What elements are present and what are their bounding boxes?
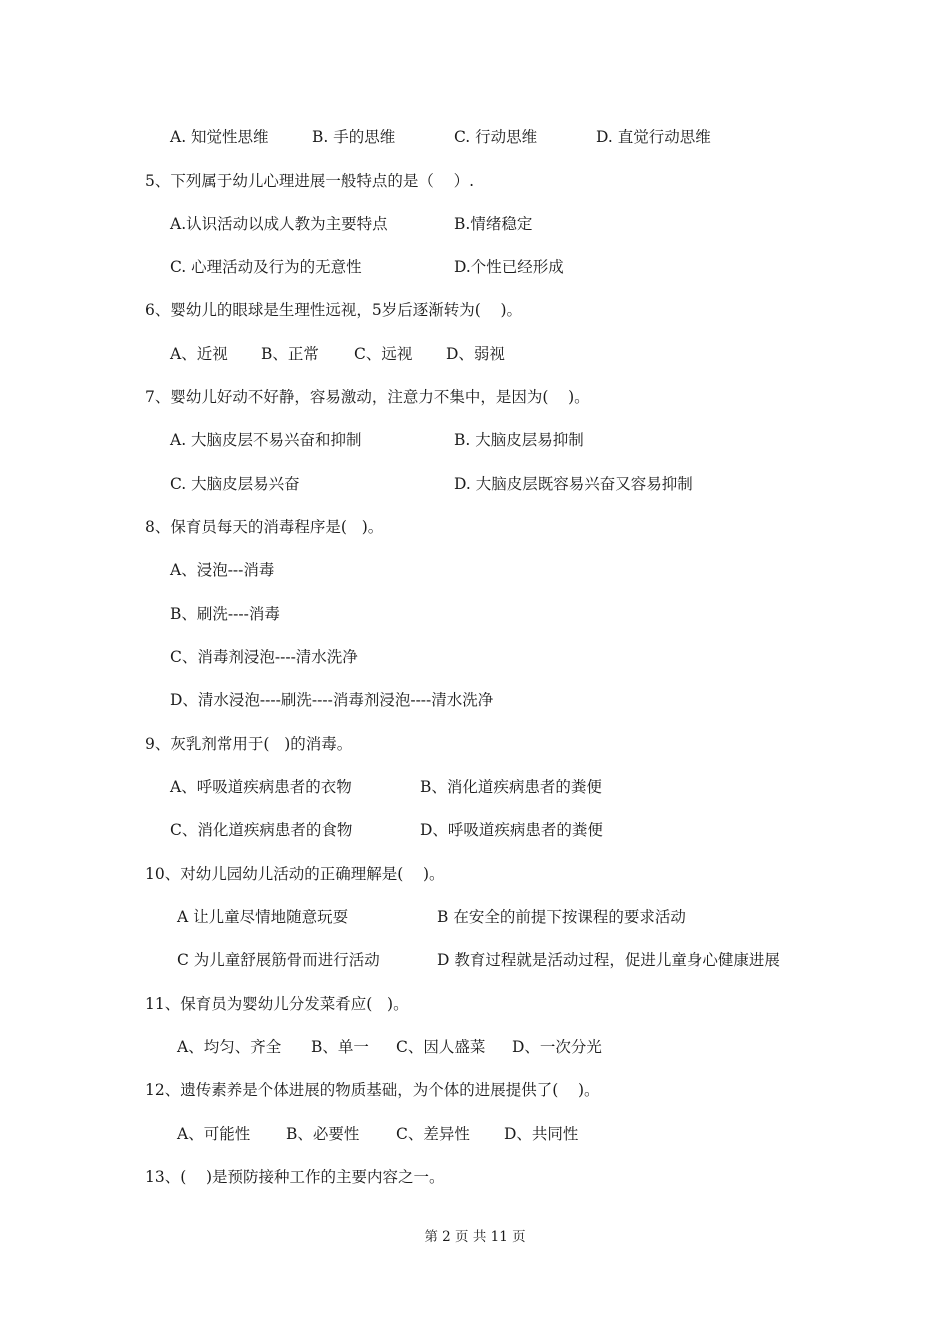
q10-option-c: C 为儿童舒展筋骨而进行活动 — [177, 951, 380, 969]
q10-stem: 10、对幼儿园幼儿活动的正确理解是( )。 — [145, 865, 445, 883]
q9-option-b: B、消化道疾病患者的粪便 — [420, 778, 602, 796]
q5-option-b: B.情绪稳定 — [454, 215, 533, 233]
q12-stem: 12、遗传素养是个体进展的物质基础，为个体的进展提供了( )。 — [145, 1081, 600, 1099]
q6-option-b: B、正常 — [261, 345, 319, 363]
q4-option-b: B. 手的思维 — [312, 128, 396, 146]
q12-option-b: B、必要性 — [286, 1125, 360, 1143]
q10-option-b: B 在安全的前提下按课程的要求活动 — [437, 908, 686, 926]
q9-option-a: A、呼吸道疾病患者的衣物 — [170, 778, 352, 796]
q11-option-a: A、均匀、齐全 — [177, 1038, 282, 1056]
q8-stem: 8、保育员每天的消毒程序是( )。 — [145, 518, 384, 536]
q9-stem: 9、灰乳剂常用于( )的消毒。 — [145, 735, 353, 753]
q11-stem: 11、保育员为婴幼儿分发菜肴应( )。 — [145, 995, 409, 1013]
q11-option-c: C、因人盛菜 — [396, 1038, 486, 1056]
q13-stem: 13、( )是预防接种工作的主要内容之一。 — [145, 1168, 445, 1186]
q6-stem: 6、婴幼儿的眼球是生理性远视，5岁后逐渐转为( )。 — [145, 301, 523, 319]
q8-option-b: B、刷洗----消毒 — [170, 605, 280, 623]
q9-option-c: C、消化道疾病患者的食物 — [170, 821, 353, 839]
q6-option-c: C、远视 — [354, 345, 413, 363]
q5-option-a: A.认识活动以成人教为主要特点 — [170, 215, 388, 233]
q6-option-d: D、弱视 — [446, 345, 505, 363]
q12-option-c: C、差异性 — [396, 1125, 470, 1143]
q9-option-d: D、呼吸道疾病患者的粪便 — [420, 821, 603, 839]
q6-option-a: A、近视 — [170, 345, 228, 363]
q7-option-c: C. 大脑皮层易兴奋 — [170, 475, 300, 493]
q5-option-d: D.个性已经形成 — [454, 258, 564, 276]
q8-option-a: A、浸泡---消毒 — [170, 561, 275, 579]
q7-option-d: D. 大脑皮层既容易兴奋又容易抑制 — [454, 475, 693, 493]
q10-option-d: D 教育过程就是活动过程，促进儿童身心健康进展 — [437, 951, 780, 969]
q12-option-a: A、可能性 — [177, 1125, 251, 1143]
q7-stem: 7、婴幼儿好动不好静，容易激动，注意力不集中，是因为( )。 — [145, 388, 590, 406]
q7-option-a: A. 大脑皮层不易兴奋和抑制 — [170, 431, 362, 449]
q8-option-d: D、清水浸泡----刷洗----消毒剂浸泡----清水洗净 — [170, 691, 494, 709]
q5-option-c: C. 心理活动及行为的无意性 — [170, 258, 362, 276]
q12-option-d: D、共同性 — [504, 1125, 579, 1143]
q4-option-c: C. 行动思维 — [454, 128, 538, 146]
q5-stem: 5、下列属于幼儿心理进展一般特点的是（ ）. — [145, 172, 474, 190]
page-footer: 第 2 页 共 11 页 — [424, 1229, 526, 1245]
q11-option-d: D、一次分光 — [512, 1038, 602, 1056]
q11-option-b: B、单一 — [311, 1038, 369, 1056]
q4-option-d: D. 直觉行动思维 — [596, 128, 711, 146]
q8-option-c: C、消毒剂浸泡----清水洗净 — [170, 648, 358, 666]
q7-option-b: B. 大脑皮层易抑制 — [454, 431, 584, 449]
q4-option-a: A. 知觉性思维 — [170, 128, 269, 146]
q10-option-a: A 让儿童尽情地随意玩耍 — [177, 908, 349, 926]
